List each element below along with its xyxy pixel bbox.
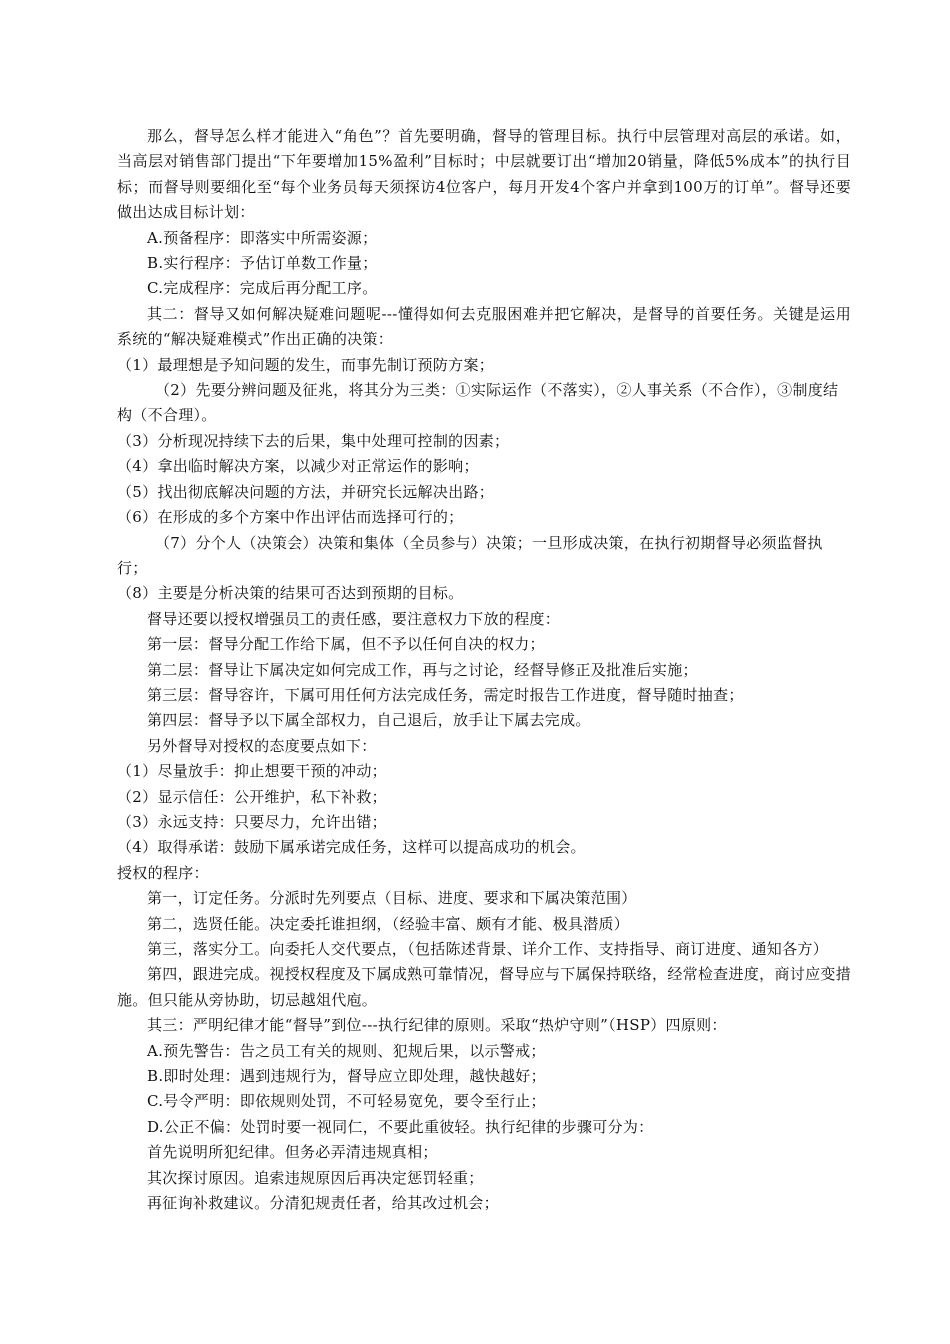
list-item-2: （2）先要分辨问题及征兆，将其分为三类：①实际运作（不落实），②人事关系（不合作），③制度结构（不合理）。 [117,381,839,425]
procedure-1: 第一，订定任务。分派时先列要点（目标、进度、要求和下属决策范围） [147,889,637,908]
level-4: 第四层：督导予以下属全部权力，自己退后，放手让下属去完成。 [147,711,591,730]
step-2: 其次探讨原因。追索违规原因后再决定惩罚轻重； [147,1168,484,1187]
list-item-5: （5）找出彻底解决问题的方法，并研究长远解决出路； [117,482,495,501]
paragraph-delegation: 督导还要以授权增强员工的责任感，要注意权力下放的程度： [147,609,561,628]
level-3: 第三层：督导容许，下属可用任何方法完成任务，需定时报告工作进度，督导随时抽查； [147,685,744,704]
list-item-6: （6）在形成的多个方案中作出评估而选择可行的； [117,508,464,527]
list-item-1: （1）最理想是予知问题的发生，而事先制订预防方案； [117,355,495,374]
paragraph-attitude: 另外督导对授权的态度要点如下： [147,736,377,755]
procedure-2: 第二，选贤任能。决定委托谁担纲，（经验丰富、颇有才能、极具潜质） [147,914,630,933]
principle-d: D.公正不偏：处罚时要一视同仁，不要此重彼轻。执行纪律的步骤可分为： [147,1117,654,1136]
attitude-2: （2）显示信任：公开维护，私下补救； [117,787,387,806]
level-2: 第二层：督导让下属决定如何完成工作，再与之讨论，经督导修正及批准后实施； [147,660,698,679]
paragraph-intro: 那么，督导怎么样才能进入“角色”？首先要明确，督导的管理目标。执行中层管理对高层的承诺。如，当高层对销售部门提出“下年要增加15%盈利”目标时；中层就要订出“增加20销量，降低5%成本”的执行目标；而督导则要细化至“每个业务员每天须探访4位客户，每月开发4个客户并拿到100万的订单”。督导还要做出达成目标计划： [117,127,851,222]
list-item-c: C.完成程序：完成后再分配工序。 [147,279,378,298]
step-3: 再征询补救建议。分清犯规责任者，给其改过机会； [147,1194,499,1213]
step-1: 首先说明所犯纪律。但务必弄清违规真相； [147,1143,438,1162]
heading-delegation-procedure: 授权的程序： [117,863,209,882]
attitude-3: （3）永远支持：只要尽力，允许出错； [117,812,387,831]
principle-a: A.预先警告：告之员工有关的规则、犯规后果，以示警戒； [147,1041,546,1060]
list-item-7: （7）分个人（决策会）决策和集体（全员参与）决策；一旦形成决策，在执行初期督导必须监督执行； [117,533,823,577]
list-item-4: （4）拿出临时解决方案，以减少对正常运作的影响； [117,457,479,476]
paragraph-section-two: 其二：督导又如何解决疑难问题呢---懂得如何去克服困难并把它解决，是督导的首要任务。关键是运用系统的“解决疑难模式”作出正确的决策： [117,304,851,349]
attitude-4: （4）取得承诺：鼓励下属承诺完成任务，这样可以提高成功的机会。 [117,838,586,857]
paragraph-section-three: 其三：严明纪律才能“督导”到位---执行纪律的原则。采取“热炉守则”（HSP）四原则： [147,1016,727,1035]
procedure-3: 第三，落实分工。向委托人交代要点，（包括陈述背景、详介工作、支持指导、商订进度、通知各方） [147,940,829,958]
list-item-b: B.实行程序：予估订单数工作量； [147,254,378,273]
principle-b: B.即时处理：遇到违规行为，督导应立即处理，越快越好； [147,1067,546,1086]
list-item-8: （8）主要是分析决策的结果可否达到预期的目标。 [117,584,464,603]
list-item-3: （3）分析现况持续下去的后果，集中处理可控制的因素； [117,431,510,450]
procedure-4: 第四，跟进完成。视授权程度及下属成熟可靠情况，督导应与下属保持联络，经常检查进度，商讨应变措施。但只能从旁协助，切忌越俎代庖。 [117,965,851,1009]
document-body [117,124,851,1216]
principle-c: C.号令严明：即依规则处罚，不可轻易宽免，要令至行止； [147,1092,546,1111]
attitude-1: （1）尽量放手：抑止想要干预的冲动； [117,762,387,781]
list-item-a: A.预备程序：即落实中所需姿源； [147,228,378,247]
level-1: 第一层：督导分配工作给下属，但不予以任何自决的权力； [147,635,545,654]
